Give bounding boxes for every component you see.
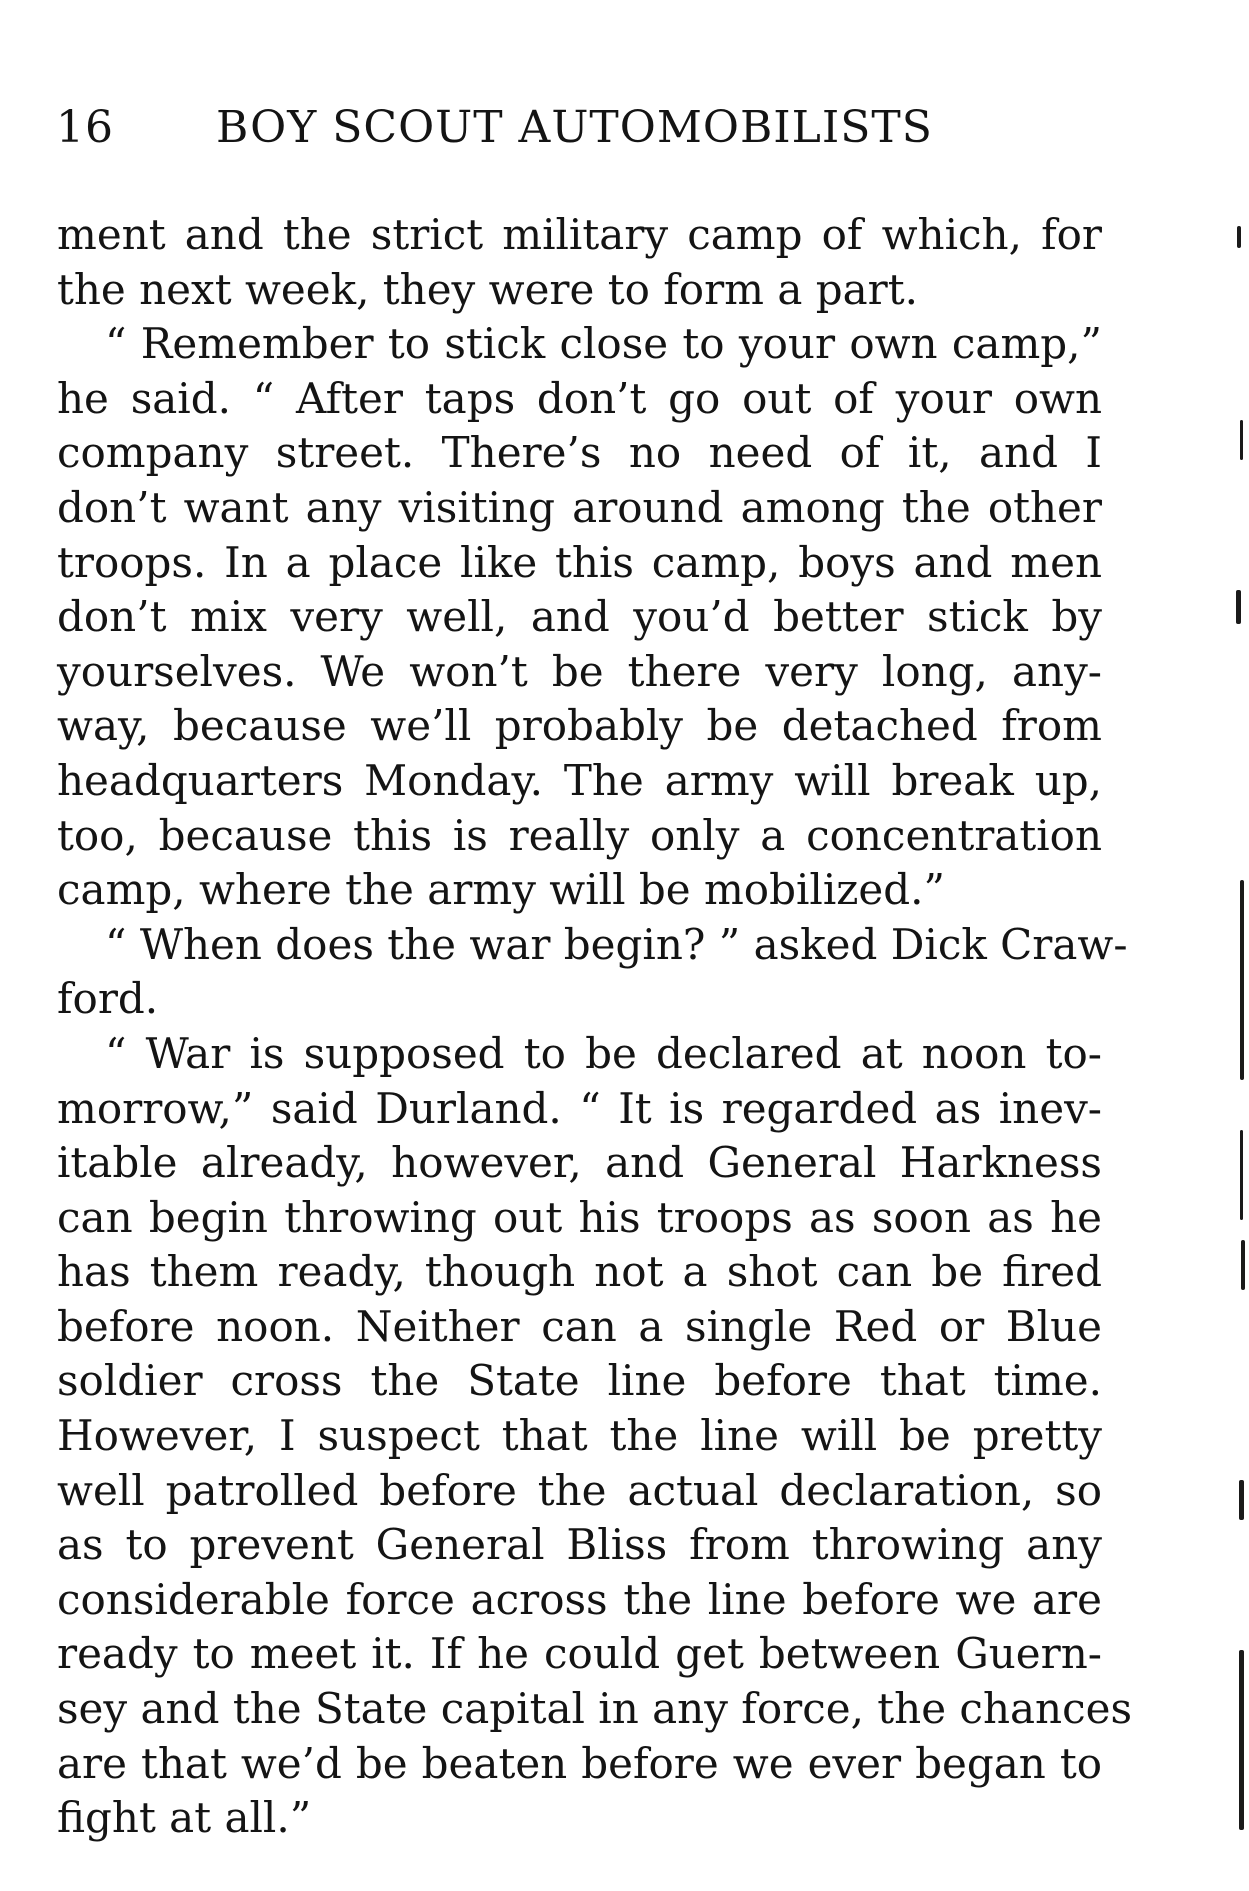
text-line: he said. “ After taps don’t go out of your own xyxy=(57,373,1102,423)
page-header xyxy=(56,102,1106,162)
text-line: morrow,” said Durland. “ It is regarded as inev- xyxy=(57,1083,1102,1133)
text-line: soldier cross the State line before that time. xyxy=(57,1356,1102,1406)
text-line: yourselves. We won’t be there very long, any- xyxy=(57,646,1102,696)
text-line: the next week, they were to form a part. xyxy=(57,264,918,314)
text-line: sey and the State capital in any force, the chances xyxy=(57,1684,1133,1734)
text-line: has them ready, though not a shot can be fired xyxy=(57,1247,1102,1297)
text-line: before noon. Neither can a single Red or Blue xyxy=(57,1301,1102,1351)
text-line: don’t mix very well, and you’d better stick by xyxy=(57,592,1102,642)
text-line: ment and the strict military camp of which, for xyxy=(57,210,1102,259)
text-line: company street. There’s no need of it, and I xyxy=(57,428,1102,478)
text-line: ford. xyxy=(57,974,159,1024)
running-head: BOY SCOUT AUTOMOBILISTS xyxy=(216,102,933,153)
edge-mark xyxy=(1239,1480,1244,1520)
text-line: can begin throwing out his troops as soon as he xyxy=(57,1192,1102,1242)
text-line: fight at all.” xyxy=(57,1793,312,1843)
text-line: are that we’d be beaten before we ever began to xyxy=(57,1738,1102,1788)
text-line: considerable force across the line before we are xyxy=(57,1574,1102,1624)
text-line: However, I suspect that the line will be pretty xyxy=(57,1411,1102,1461)
edge-mark xyxy=(1237,226,1241,248)
text-line: don’t want any visiting around among the other xyxy=(57,482,1102,532)
text-line: itable already, however, and General Harkness xyxy=(57,1138,1102,1188)
page-number: 16 xyxy=(56,102,114,153)
text-line: way, because we’ll probably be detached from xyxy=(57,701,1102,751)
text-line: well patrolled before the actual declaration, so xyxy=(57,1465,1102,1515)
text-line: as to prevent General Bliss from throwing any xyxy=(57,1520,1102,1570)
edge-mark xyxy=(1240,420,1243,460)
text-line: camp, where the army will be mobilized.” xyxy=(57,865,945,915)
text-line: headquarters Monday. The army will break up, xyxy=(57,755,1102,805)
page-edge-marks xyxy=(1227,0,1249,1891)
text-line: “ Remember to stick close to your own camp,” xyxy=(105,319,1102,369)
text-line: ready to meet it. If he could get between Guern- xyxy=(57,1629,1102,1679)
text-line: “ War is supposed to be declared at noon to- xyxy=(105,1028,1102,1078)
text-line: too, because this is really only a concentration xyxy=(57,810,1102,860)
edge-mark xyxy=(1239,1650,1244,1830)
body-text xyxy=(57,208,1133,1846)
text-line: “ When does the war begin? ” asked Dick Craw- xyxy=(105,919,1128,969)
edge-mark xyxy=(1240,1130,1243,1220)
text-line: troops. In a place like this camp, boys and men xyxy=(57,537,1102,587)
edge-mark xyxy=(1240,880,1244,1080)
edge-mark xyxy=(1241,1240,1245,1290)
edge-mark xyxy=(1236,590,1241,624)
